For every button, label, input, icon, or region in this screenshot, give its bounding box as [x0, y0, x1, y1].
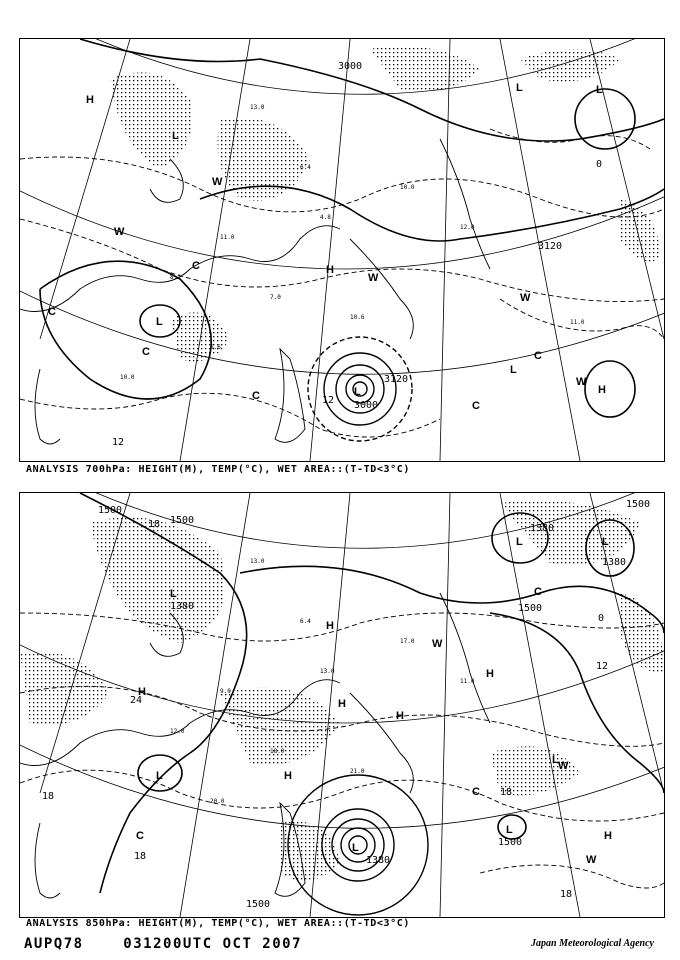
svg-text:4.8: 4.8 — [320, 214, 331, 221]
cold-marker: C — [472, 400, 480, 412]
contour-label: 1380 — [170, 601, 195, 612]
contour-label: 12 — [322, 395, 335, 406]
contour-label: 0 — [596, 159, 603, 170]
low-center-symbol: L — [602, 536, 609, 548]
low-center-symbol: L — [170, 588, 177, 600]
high-center-symbol: H — [326, 620, 334, 632]
isotherms — [20, 129, 664, 437]
cold-marker: C — [472, 786, 480, 798]
contour-label: 12 — [596, 661, 609, 672]
high-center-symbol: H — [284, 770, 292, 782]
cold-marker: C — [142, 346, 150, 358]
map-panel-700hpa — [19, 38, 665, 462]
contour-label: 24 — [130, 695, 143, 706]
agency-name: Japan Meteorological Agency — [531, 938, 654, 949]
svg-text:21.0: 21.0 — [350, 768, 365, 775]
high-center-symbol: H — [326, 264, 334, 276]
svg-text:9.0: 9.0 — [220, 688, 231, 695]
map-700hpa — [20, 39, 664, 461]
contour-label: 18 — [560, 889, 573, 900]
high-center-symbol: H — [486, 668, 494, 680]
low-center-symbol: L — [506, 824, 513, 836]
svg-text:6.6: 6.6 — [210, 344, 221, 351]
low-center-symbol: L — [516, 82, 523, 94]
warm-marker: W — [576, 376, 587, 388]
high-center-symbol: H — [598, 384, 606, 396]
svg-text:17.0: 17.0 — [400, 638, 415, 645]
contour-label: 1500 — [626, 499, 651, 510]
svg-text:8.2: 8.2 — [170, 274, 181, 281]
warm-marker: W — [368, 272, 379, 284]
svg-text:10.6: 10.6 — [350, 314, 365, 321]
low-center-symbol: L — [156, 316, 163, 328]
cold-marker: C — [192, 260, 200, 272]
contour-label: 1500 — [518, 603, 543, 614]
warm-marker: W — [520, 292, 531, 304]
svg-text:18.0: 18.0 — [270, 748, 285, 755]
contour-label: 1380 — [530, 523, 555, 534]
cold-marker: C — [534, 350, 542, 362]
contour-label: 18 — [42, 791, 55, 802]
contour-label: 3120 — [538, 241, 563, 252]
svg-text:10.0: 10.0 — [120, 374, 135, 381]
svg-text:11.0: 11.0 — [460, 678, 475, 685]
low-center-symbol: L — [510, 364, 517, 376]
svg-text:20.0: 20.0 — [210, 798, 225, 805]
svg-text:11.0: 11.0 — [220, 234, 235, 241]
svg-text:12.0: 12.0 — [170, 728, 185, 735]
contour-label: 1500 — [98, 505, 123, 516]
map-850hpa — [20, 493, 664, 917]
cold-marker: C — [136, 830, 144, 842]
warm-marker: W — [558, 760, 569, 772]
contour-label: 1500 — [246, 899, 271, 910]
isotherms — [20, 613, 664, 888]
contour-label: 18 — [500, 787, 513, 798]
low-center-symbol: L — [354, 386, 361, 398]
chart-code: AUPQ78 — [24, 936, 84, 952]
svg-text:12.0: 12.0 — [460, 224, 475, 231]
warm-marker: W — [114, 226, 125, 238]
contour-label: 3120 — [384, 374, 409, 385]
svg-text:6.4: 6.4 — [300, 164, 311, 171]
high-center-symbol: H — [138, 686, 146, 698]
low-center-symbol: L — [596, 84, 603, 96]
cold-marker: C — [534, 586, 542, 598]
high-center-symbol: H — [396, 710, 404, 722]
contour-label: 1380 — [602, 557, 627, 568]
map-panel-850hpa — [19, 492, 665, 918]
cold-marker: C — [48, 306, 56, 318]
svg-text:10.0: 10.0 — [400, 184, 415, 191]
contour-label: 3000 — [338, 61, 363, 72]
high-center-symbol: H — [604, 830, 612, 842]
valid-time: 031200UTC OCT 2007 — [123, 936, 303, 952]
warm-marker: W — [212, 176, 223, 188]
panel-700-caption: ANALYSIS 700hPa: HEIGHT(M), TEMP(°C), WET AREA::(T-TD<3°C) — [26, 464, 410, 475]
high-center-symbol: H — [338, 698, 346, 710]
contour-label: 1500 — [498, 837, 523, 848]
svg-text:13.0: 13.0 — [320, 668, 335, 675]
low-center-symbol: L — [172, 130, 179, 142]
cold-marker: C — [252, 390, 260, 402]
contour-label: 12 — [112, 437, 125, 448]
contour-label: 1380 — [366, 855, 391, 866]
contour-label: 18 — [148, 519, 161, 530]
low-center-symbol: L — [552, 754, 559, 766]
contour-label: 3000 — [354, 400, 379, 411]
svg-text:11.0: 11.0 — [570, 319, 585, 326]
svg-text:6.4: 6.4 — [300, 618, 311, 625]
svg-text:7.0: 7.0 — [270, 294, 281, 301]
warm-marker: W — [586, 854, 597, 866]
low-center-symbol: L — [516, 536, 523, 548]
high-center-symbol: H — [86, 94, 94, 106]
low-center-symbol: L — [352, 842, 359, 854]
panel-850-caption: ANALYSIS 850hPa: HEIGHT(M), TEMP(°C), WET AREA::(T-TD<3°C) — [26, 918, 410, 929]
svg-text:13.0: 13.0 — [250, 558, 265, 565]
chart-id-line — [24, 936, 302, 952]
contour-label: 18 — [134, 851, 147, 862]
warm-marker: W — [432, 638, 443, 650]
low-center-symbol: L — [156, 770, 163, 782]
svg-text:13.0: 13.0 — [250, 104, 265, 111]
contour-label: 0 — [598, 613, 605, 624]
contour-label: 1500 — [170, 515, 195, 526]
